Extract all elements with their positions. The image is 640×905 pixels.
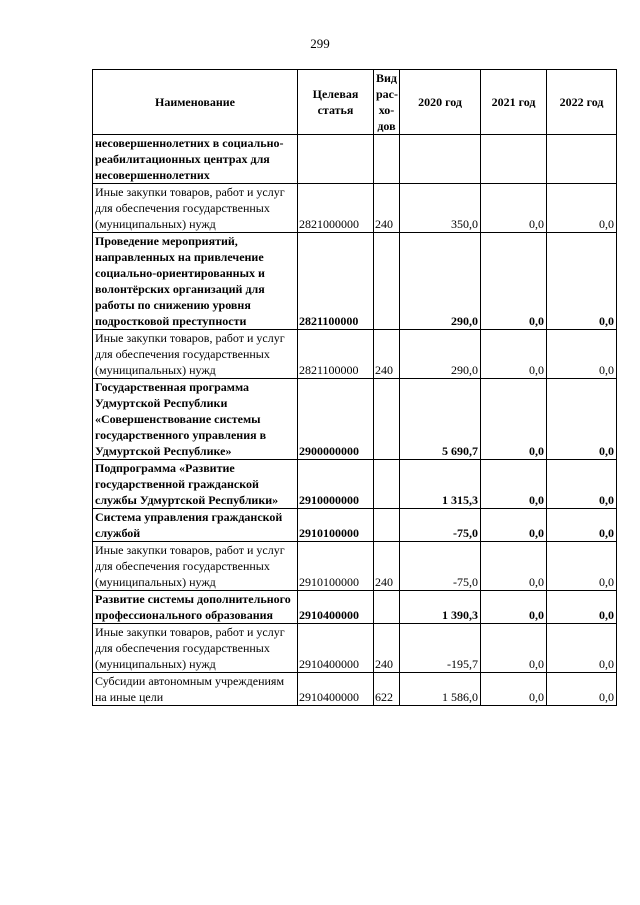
row-2022 xyxy=(547,135,617,184)
table-row xyxy=(93,330,617,379)
row-2020: -75,0 xyxy=(400,509,481,542)
row-2020: 290,0 xyxy=(400,330,481,379)
row-2022: 0,0 xyxy=(547,460,617,509)
row-2022: 0,0 xyxy=(547,624,617,673)
header-code-line1: Целевая xyxy=(312,87,359,101)
row-2020: 350,0 xyxy=(400,184,481,233)
row-2022: 0,0 xyxy=(547,184,617,233)
row-type: 240 xyxy=(374,330,400,379)
row-2022: 0,0 xyxy=(547,591,617,624)
row-name: Иные закупки товаров, работ и услуг для обеспечения государственных (муниципальных) нужд xyxy=(93,624,298,673)
row-name: Развитие системы дополнительного профессионального образования xyxy=(93,591,298,624)
row-2021: 0,0 xyxy=(481,542,547,591)
row-type xyxy=(374,233,400,330)
table-row xyxy=(93,624,617,673)
row-code: 2910400000 xyxy=(298,624,374,673)
header-2020: 2020 год xyxy=(400,70,481,135)
header-type-line1: Вид xyxy=(376,71,397,85)
table-row xyxy=(93,184,617,233)
row-type: 240 xyxy=(374,624,400,673)
row-2022: 0,0 xyxy=(547,330,617,379)
header-type-line3: хо- xyxy=(378,103,395,117)
table-row xyxy=(93,135,617,184)
table-row xyxy=(93,460,617,509)
row-2020 xyxy=(400,135,481,184)
row-name: Государственная программа Удмуртской Республики «Совершенствование системы государственного управления в Удмуртской Республике» xyxy=(93,379,298,460)
row-type xyxy=(374,591,400,624)
row-code: 2821100000 xyxy=(298,233,374,330)
row-name: Субсидии автономным учреждениям на иные цели xyxy=(93,673,298,706)
table-row xyxy=(93,233,617,330)
row-code: 2910400000 xyxy=(298,673,374,706)
row-name: Иные закупки товаров, работ и услуг для обеспечения государственных (муниципальных) нужд xyxy=(93,184,298,233)
row-2020: -75,0 xyxy=(400,542,481,591)
row-type: 240 xyxy=(374,184,400,233)
row-type xyxy=(374,509,400,542)
row-2020: 1 390,3 xyxy=(400,591,481,624)
row-2021: 0,0 xyxy=(481,379,547,460)
table-row xyxy=(93,591,617,624)
row-code: 2821000000 xyxy=(298,184,374,233)
table-row xyxy=(93,542,617,591)
row-2022: 0,0 xyxy=(547,509,617,542)
row-2021: 0,0 xyxy=(481,591,547,624)
budget-table xyxy=(92,69,617,706)
header-type-line4: дов xyxy=(377,119,396,133)
header-type-line2: рас- xyxy=(376,87,398,101)
row-2020: -195,7 xyxy=(400,624,481,673)
header-code xyxy=(298,70,374,135)
row-2020: 5 690,7 xyxy=(400,379,481,460)
row-code: 2910400000 xyxy=(298,591,374,624)
row-2020: 1 586,0 xyxy=(400,673,481,706)
row-2020: 1 315,3 xyxy=(400,460,481,509)
row-2021: 0,0 xyxy=(481,330,547,379)
row-2021 xyxy=(481,135,547,184)
row-name: Проведение мероприятий, направленных на привлечение социально-ориентированных и волонтёрских организаций для работы по снижению уровня подростковой преступности xyxy=(93,233,298,330)
row-2021: 0,0 xyxy=(481,624,547,673)
table-row xyxy=(93,509,617,542)
header-code-line2: статья xyxy=(317,103,354,117)
row-type: 622 xyxy=(374,673,400,706)
page-number: 299 xyxy=(310,36,330,51)
row-code: 2910100000 xyxy=(298,509,374,542)
row-code xyxy=(298,135,374,184)
row-2022: 0,0 xyxy=(547,673,617,706)
row-2022: 0,0 xyxy=(547,542,617,591)
row-code: 2900000000 xyxy=(298,379,374,460)
table-row xyxy=(93,673,617,706)
row-name: несовершеннолетних в социально-реабилитационных центрах для несовершеннолетних xyxy=(93,135,298,184)
table-header-row xyxy=(93,70,617,135)
header-name: Наименование xyxy=(93,70,298,135)
row-2022: 0,0 xyxy=(547,233,617,330)
row-code: 2910000000 xyxy=(298,460,374,509)
row-2021: 0,0 xyxy=(481,233,547,330)
header-2022: 2022 год xyxy=(547,70,617,135)
row-code: 2821100000 xyxy=(298,330,374,379)
row-name: Подпрограмма «Развитие государственной гражданской службы Удмуртской Республики» xyxy=(93,460,298,509)
row-type xyxy=(374,379,400,460)
row-2021: 0,0 xyxy=(481,509,547,542)
header-2021: 2021 год xyxy=(481,70,547,135)
row-type: 240 xyxy=(374,542,400,591)
row-2020: 290,0 xyxy=(400,233,481,330)
row-2021: 0,0 xyxy=(481,184,547,233)
row-name: Иные закупки товаров, работ и услуг для обеспечения государственных (муниципальных) нужд xyxy=(93,330,298,379)
row-2021: 0,0 xyxy=(481,460,547,509)
row-name: Иные закупки товаров, работ и услуг для обеспечения государственных (муниципальных) нужд xyxy=(93,542,298,591)
row-2022: 0,0 xyxy=(547,379,617,460)
row-name: Система управления гражданской службой xyxy=(93,509,298,542)
header-type xyxy=(374,70,400,135)
row-type xyxy=(374,460,400,509)
row-type xyxy=(374,135,400,184)
table-row xyxy=(93,379,617,460)
row-2021: 0,0 xyxy=(481,673,547,706)
row-code: 2910100000 xyxy=(298,542,374,591)
